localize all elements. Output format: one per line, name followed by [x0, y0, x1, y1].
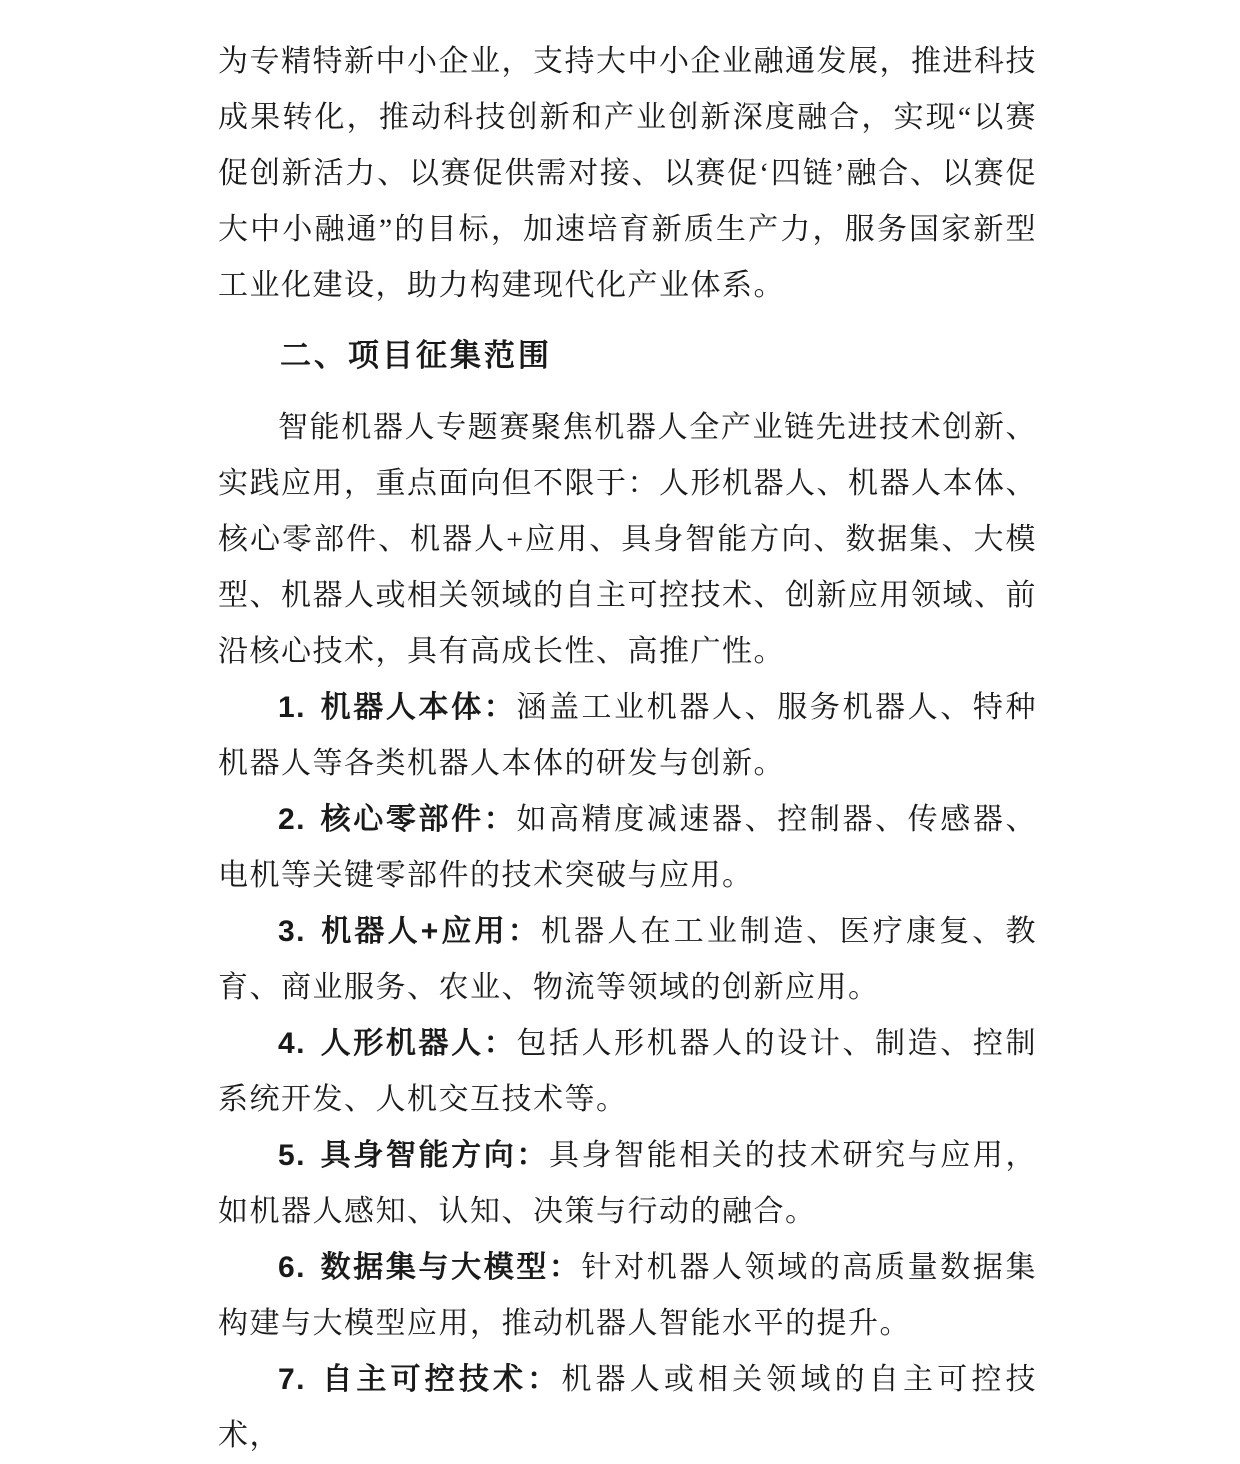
list-item-5	[218, 1128, 1037, 1240]
list-item-4	[218, 1016, 1037, 1128]
item-6-label	[278, 1251, 582, 1284]
item-4-label	[278, 1027, 516, 1060]
item-4-term: 人形机器人：	[319, 1027, 517, 1060]
item-2-text: 如高精度减速器、控制器、传感器、电机等关键零部件的技术突破与应用。	[218, 803, 1038, 892]
item-1-text: 涵盖工业机器人、服务机器人、特种机器人等各类机器人本体的研发与创新。	[218, 691, 1038, 780]
section-intro-paragraph: 智能机器人专题赛聚焦机器人全产业链先进技术创新、实践应用，重点面向但不限于：人形机器人、机器人本体、核心零部件、机器人+应用、具身智能方向、数据集、大模型、机器人或相关领域的自主可控技术、创新应用领域、前沿核心技术，具有高成长性、高推广性。	[218, 411, 1037, 668]
item-7-text: 机器人或相关领域的自主可控技术，	[218, 1363, 1038, 1452]
item-5-label	[278, 1139, 549, 1172]
list-item-7	[218, 1352, 1037, 1464]
item-5-text: 具身智能相关的技术研究与应用，如机器人感知、认知、决策与行动的融合。	[218, 1139, 1038, 1228]
item-1-label	[278, 691, 516, 724]
item-1-number: 1.	[278, 691, 307, 724]
item-3-text: 机器人在工业制造、医疗康复、教育、商业服务、农业、物流等领域的创新应用。	[218, 915, 1037, 1004]
item-2-label	[278, 803, 516, 836]
item-2-term: 核心零部件：	[319, 803, 517, 836]
item-1-term: 机器人本体：	[319, 691, 517, 724]
item-7-label	[278, 1363, 561, 1396]
item-6-text: 针对机器人领域的高质量数据集构建与大模型应用，推动机器人智能水平的提升。	[218, 1251, 1038, 1340]
item-3-term: 机器人+应用：	[319, 915, 541, 948]
intro-paragraph: 为专精特新中小企业，支持大中小企业融通发展，推进科技成果转化，推动科技创新和产业创新深度融合，实现“以赛促创新活力、以赛促供需对接、以赛促‘四链’融合、以赛促大中小融通”的目标，加速培育新质生产力，服务国家新型工业化建设，助力构建现代化产业体系。	[218, 45, 1037, 302]
item-7-term: 自主可控技术：	[319, 1363, 562, 1396]
item-6-number: 6.	[278, 1251, 307, 1284]
list-item-2	[218, 792, 1037, 904]
item-5-number: 5.	[278, 1139, 307, 1172]
item-6-term: 数据集与大模型：	[319, 1251, 582, 1284]
item-3-number: 3.	[278, 915, 307, 948]
item-4-number: 4.	[278, 1027, 307, 1060]
item-7-number: 7.	[278, 1363, 307, 1396]
item-3-label	[278, 915, 541, 948]
section-heading: 二、项目征集范围	[280, 338, 552, 373]
list-item-1	[218, 680, 1037, 792]
item-5-term: 具身智能方向：	[319, 1139, 549, 1172]
list-item-6	[218, 1240, 1037, 1352]
list-item-3	[218, 904, 1037, 1016]
item-4-text: 包括人形机器人的设计、制造、控制系统开发、人机交互技术等。	[218, 1027, 1038, 1116]
item-2-number: 2.	[278, 803, 307, 836]
